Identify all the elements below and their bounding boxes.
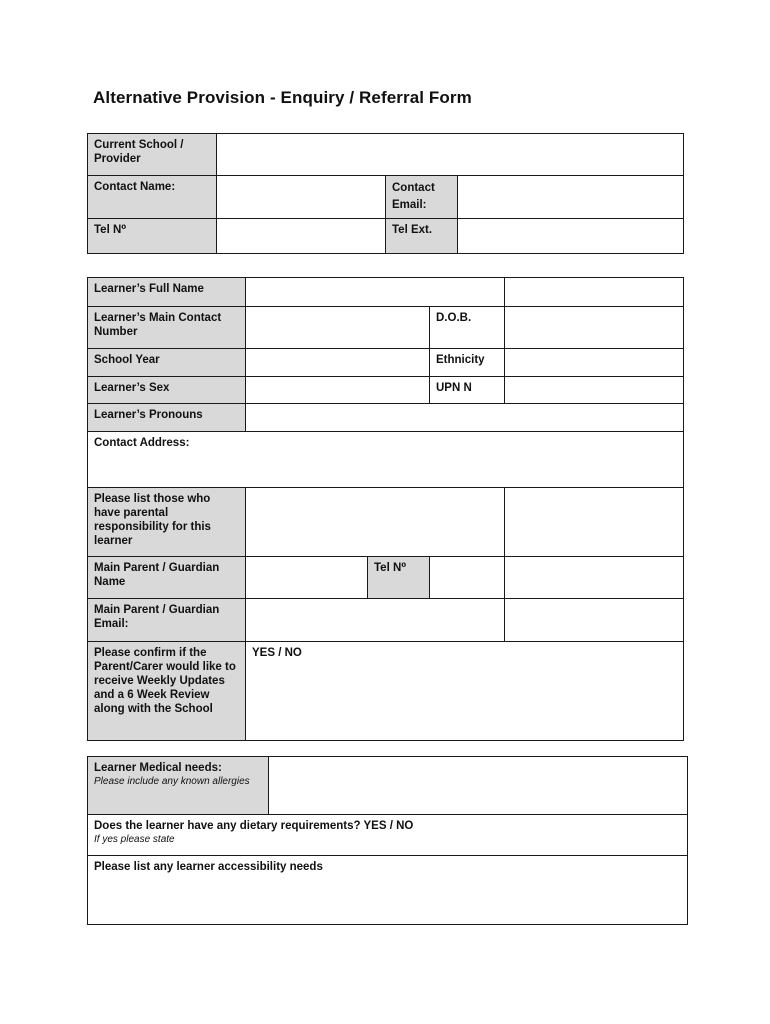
ethnicity-field[interactable] [505, 349, 684, 377]
accessibility-label: Please list any learner accessibility needs [94, 861, 323, 873]
tel-ext-label: Tel Ext. [386, 219, 458, 254]
updates-answer-field[interactable] [246, 642, 684, 741]
contact-email-label: Contact Email: [386, 176, 458, 219]
learner-full-name-field[interactable] [246, 278, 505, 307]
contact-email-field[interactable] [458, 176, 684, 219]
learner-pronouns-field[interactable] [246, 404, 684, 432]
main-parent-tel-field[interactable] [430, 557, 505, 599]
school-details-table [87, 133, 684, 254]
dietary-label: Does the learner have any dietary requirements? YES / NO [94, 820, 414, 832]
contact-name-field[interactable] [217, 176, 386, 219]
dob-field[interactable] [505, 307, 684, 349]
main-parent-tel-label: Tel N⁰ [368, 557, 430, 599]
learner-main-contact-label: Learner’s Main Contact Number [88, 307, 246, 349]
main-parent-email-label: Main Parent / Guardian Email: [88, 599, 246, 642]
ethnicity-label: Ethnicity [430, 349, 505, 377]
contact-address-field[interactable] [88, 432, 684, 488]
tel-ext-field[interactable] [458, 219, 684, 254]
updates-answer-text: YES / NO [252, 647, 302, 659]
upn-field[interactable] [505, 377, 684, 404]
needs-table [87, 756, 688, 925]
main-parent-email-field[interactable] [246, 599, 505, 642]
dietary-field[interactable] [88, 815, 688, 856]
main-parent-email-extra-field[interactable] [505, 599, 684, 642]
parental-responsibility-extra-field[interactable] [505, 488, 684, 557]
medical-needs-hint: Please include any known allergies [94, 776, 250, 787]
tel-field[interactable] [217, 219, 386, 254]
tel-label: Tel N⁰ [88, 219, 217, 254]
page-title: Alternative Provision - Enquiry / Referral Form [93, 88, 472, 107]
medical-needs-label-cell [88, 757, 269, 815]
current-school-field[interactable] [217, 134, 684, 176]
main-parent-name-field[interactable] [246, 557, 368, 599]
learner-full-name-extra-field[interactable] [505, 278, 684, 307]
main-parent-extra-field[interactable] [505, 557, 684, 599]
learner-details-table [87, 277, 684, 741]
learner-full-name-label: Learner’s Full Name [88, 278, 246, 307]
contact-address-label: Contact Address: [94, 437, 190, 449]
learner-pronouns-label: Learner’s Pronouns [88, 404, 246, 432]
dietary-hint: If yes please state [94, 834, 175, 845]
accessibility-field[interactable] [88, 856, 688, 925]
dob-label: D.O.B. [430, 307, 505, 349]
school-year-field[interactable] [246, 349, 430, 377]
parental-responsibility-label: Please list those who have parental responsibility for this learner [88, 488, 246, 557]
medical-needs-label: Learner Medical needs: [94, 762, 222, 774]
main-parent-name-label: Main Parent / Guardian Name [88, 557, 246, 599]
updates-question-label: Please confirm if the Parent/Carer would like to receive Weekly Updates and a 6 Week Review along with the School [88, 642, 246, 741]
learner-sex-label: Learner’s Sex [88, 377, 246, 404]
contact-name-label: Contact Name: [88, 176, 217, 219]
school-year-label: School Year [88, 349, 246, 377]
learner-sex-field[interactable] [246, 377, 430, 404]
upn-label: UPN N [430, 377, 505, 404]
learner-main-contact-field[interactable] [246, 307, 430, 349]
parental-responsibility-field[interactable] [246, 488, 505, 557]
medical-needs-field[interactable] [269, 757, 688, 815]
current-school-label: Current School / Provider [88, 134, 217, 176]
